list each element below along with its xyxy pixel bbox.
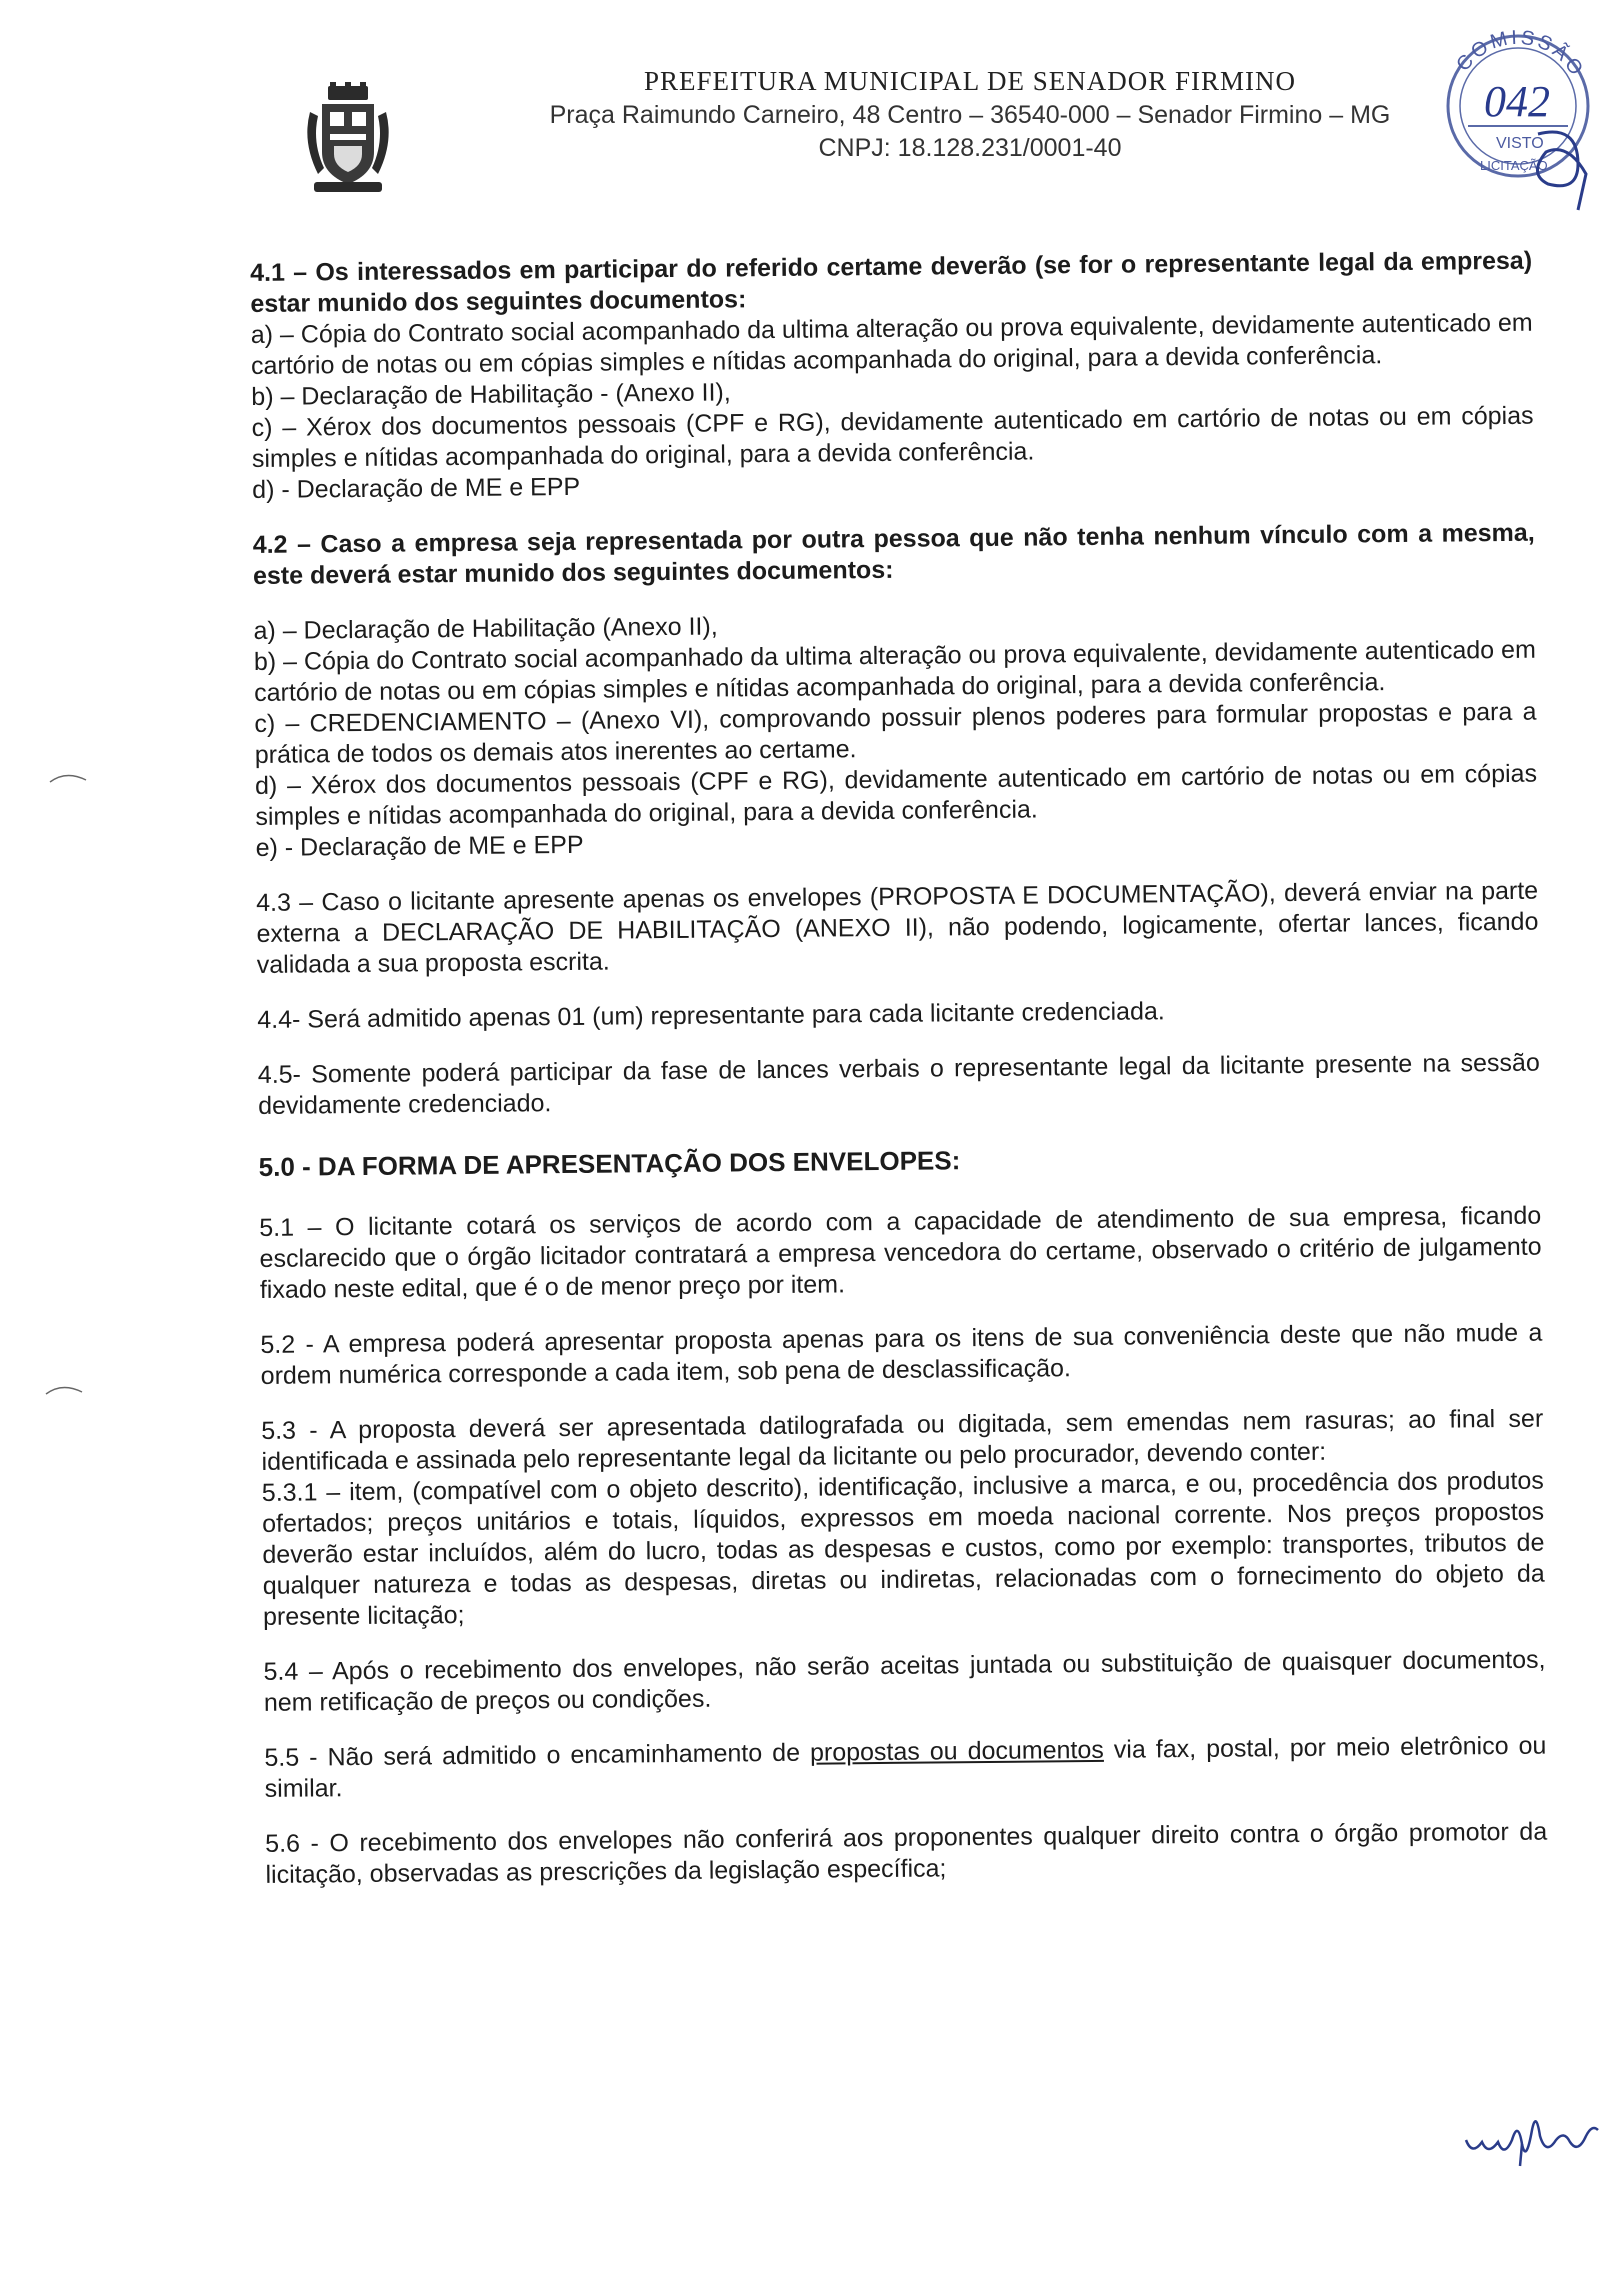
margin-mark — [44, 1382, 84, 1396]
section-5-5-text-before: 5.5 - Não será admitido o encaminhamento de — [264, 1738, 811, 1772]
section-5-6: 5.6 - O recebimento dos envelopes não conferirá aos proponentes qualquer direito contra o órgão promotor da licitação, observadas as prescrições da legislação específica; — [265, 1817, 1548, 1889]
section-5-0-title: 5.0 - DA FORMA DE APRESENTAÇÃO DOS ENVELOPES: — [258, 1145, 961, 1182]
section-5-3: 5.3 - A proposta deverá ser apresentada datilografada ou digitada, sem emendas nem rasuras; ao final ser identificada e assinada pelo representante legal da licitante ou pelo procurador, devendo conter: — [261, 1404, 1544, 1476]
letterhead — [0, 60, 1600, 210]
section-5-5-text-after: via fax, postal, por meio eletrônico ou similar. — [264, 1731, 1547, 1803]
section-5-2: 5.2 - A empresa poderá apresentar proposta apenas para os itens de sua conveniência deste que não mude a ordem numérica corresponde a cada item, sob pena de desclassificação. — [260, 1318, 1543, 1390]
section-4-1-item-a: a) – Cópia do Contrato social acompanhado da ultima alteração ou prova equivalente, devidamente autenticado em cartório de notas ou em cópias simples e nítidas acompanhada do original, para a devida conferência. — [250, 308, 1533, 380]
section-4-1-item-b: b) – Declaração de Habilitação - (Anexo II), — [251, 378, 731, 411]
section-4-5: 4.5- Somente poderá participar da fase de lances verbais o representante legal da licitante presente na sessão devidamente credenciado. — [257, 1048, 1540, 1120]
section-4-1-heading: 4.1 – Os interessados em participar do referido certame deverão (se for o representante legal da empresa) estar munido dos seguintes documentos: — [250, 246, 1533, 318]
stamp-number: 042 — [1484, 77, 1550, 126]
section-5-4: 5.4 – Após o recebimento dos envelopes, não serão aceitas juntada ou substituição de quaisquer documentos, nem retificação de preços ou condições. — [263, 1645, 1546, 1717]
section-4-2-item-c: c) – CREDENCIAMENTO – (Anexo VI), comprovando possuir plenos poderes para formular propostas e para a prática de todos os demais atos inerentes ao certame. — [254, 697, 1537, 769]
stamp-middle-text: VISTO — [1496, 135, 1544, 152]
section-4-2-item-e: e) - Declaração de ME e EPP — [255, 830, 584, 862]
section-4-2-item-a: a) – Declaração de Habilitação (Anexo II), — [253, 612, 718, 645]
section-4-2-item-b: b) – Cópia do Contrato social acompanhado da ultima alteração ou prova equivalente, devidamente autenticado em cartório de notas ou em cópias simples e nítidas acompanhada do original, para a devida conferência. — [253, 635, 1536, 707]
margin-mark — [48, 770, 88, 784]
section-4-1-item-c: c) – Xérox dos documentos pessoais (CPF e RG), devidamente autenticado em cartório de notas ou em cópias simples e nítidas acompanhada do original, para a devida conferência. — [251, 401, 1534, 473]
section-4-2-heading: 4.2 – Caso a empresa seja representada por outra pessoa que não tenha nenhum vínculo com a mesma, este deverá estar munido dos seguintes documentos: — [252, 518, 1535, 590]
section-4-1-item-d: d) - Declaração de ME e EPP — [252, 472, 581, 504]
commission-stamp-icon — [1428, 14, 1600, 214]
section-5-5-underlined: propostas ou documentos — [809, 1735, 1104, 1767]
stamp-bottom-text: LICITAÇÃO — [1480, 158, 1548, 173]
stamp-top-text: COMISSÃO — [1452, 26, 1589, 82]
section-5-3-1: 5.3.1 – item, (compatível com o objeto descrito), identificação, inclusive a marca, e ou, procedência dos produtos ofertados; preços unitários e totais, líquidos, expressos em moeda nacional corrente. Nos preços propostos deverão estar incluídos, além do lucro, todas as despesas e custos, como por exemplo: transportes, tributos de qualquer natureza e todas as despesas, diretas ou indiretas, relacionadas com o fornecimento do objeto da presente licitação; — [261, 1466, 1545, 1631]
section-4-2-item-d: d) – Xérox dos documentos pessoais (CPF e RG), devidamente autenticado em cartório de notas ou em cópias simples e nítidas acompanhada do original, para a devida conferência. — [254, 759, 1538, 831]
section-4-3: 4.3 – Caso o licitante apresente apenas os envelopes (PROPOSTA E DOCUMENTAÇÃO), deverá enviar na parte externa a DECLARAÇÃO DE HABILITAÇÃO (ANEXO II), não podendo, logicamente, ofertar lances, ficando validada a sua proposta escrita. — [256, 876, 1539, 979]
letterhead-text — [480, 66, 1460, 163]
municipality-cnpj: CNPJ: 18.128.231/0001-40 — [818, 134, 1122, 162]
coat-of-arms-icon — [300, 82, 396, 200]
section-5-1: 5.1 – O licitante cotará os serviços de acordo com a capacidade de atendimento de sua empresa, ficando esclarecido que o órgão licitador contratará a empresa vencedora do certame, observado o critério de julgamento fixado neste edital, que é o de menor preço por item. — [259, 1201, 1542, 1304]
municipality-address: Praça Raimundo Carneiro, 48 Centro – 36540-000 – Senador Firmino – MG — [549, 101, 1391, 129]
document-body — [250, 246, 1548, 1891]
municipality-title: PREFEITURA MUNICIPAL DE SENADOR FIRMINO — [643, 66, 1297, 96]
section-4-4: 4.4- Será admitido apenas 01 (um) representante para cada licitante credenciada. — [257, 997, 1165, 1034]
signature-initials-icon — [1460, 2100, 1600, 2170]
